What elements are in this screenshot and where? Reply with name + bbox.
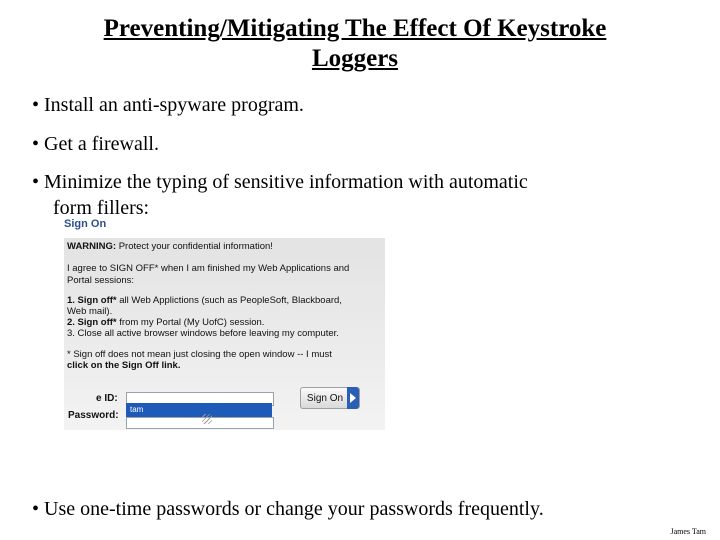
footer-author: James Tam [670, 527, 706, 536]
step-1-text: all Web Applictions (such as PeopleSoft, Blackboard, [116, 295, 342, 306]
warning-label: WARNING: [67, 241, 117, 252]
step-2-text: from my Portal (My UofC) session. [116, 317, 265, 328]
step-1-line-2: Web mail). [67, 306, 113, 317]
bullet-one-time-passwords: • Use one-time passwords or change your passwords frequently. [32, 498, 544, 520]
password-input[interactable]: tam [126, 403, 272, 417]
warning-line [67, 241, 273, 253]
password-input-lower[interactable] [126, 417, 274, 429]
resize-grip-icon[interactable] [202, 414, 212, 424]
bullet-anti-spyware: • Install an anti-spyware program. [32, 94, 304, 116]
sign-on-button-label: Sign On [306, 393, 344, 404]
agree-line-2: Portal sessions: [67, 275, 135, 286]
bullet-firewall: • Get a firewall. [32, 133, 159, 155]
note-line-1: * Sign off does not mean just closing the open window -- I must [67, 349, 332, 360]
arrow-right-icon [347, 387, 359, 409]
eid-label: e ID: [96, 393, 118, 404]
title-line-1: Preventing/Mitigating The Effect Of Keystroke [103, 15, 607, 42]
note-line-2: click on the Sign Off link. [67, 360, 181, 371]
step-3: 3. Close all active browser windows before leaving my computer. [67, 328, 339, 339]
title-line-2: Loggers [311, 45, 399, 72]
password-label: Password: [68, 410, 119, 421]
signon-heading: Sign On [64, 218, 107, 230]
step-1-bold: 1. Sign off* [67, 295, 117, 306]
bullet-form-fillers [32, 169, 672, 221]
bullet-form-fillers-line-2: form fillers: [53, 197, 150, 219]
slide-title [0, 14, 710, 74]
warning-text: Protect your confidential information! [116, 241, 273, 252]
agree-line-1: I agree to SIGN OFF* when I am finished my Web Applications and [67, 263, 350, 274]
bullet-form-fillers-line-1: • Minimize the typing of sensitive information with automatic [32, 171, 528, 193]
signon-screenshot [64, 238, 385, 430]
sign-on-button[interactable] [300, 387, 360, 409]
step-2-bold: 2. Sign off* [67, 317, 117, 328]
